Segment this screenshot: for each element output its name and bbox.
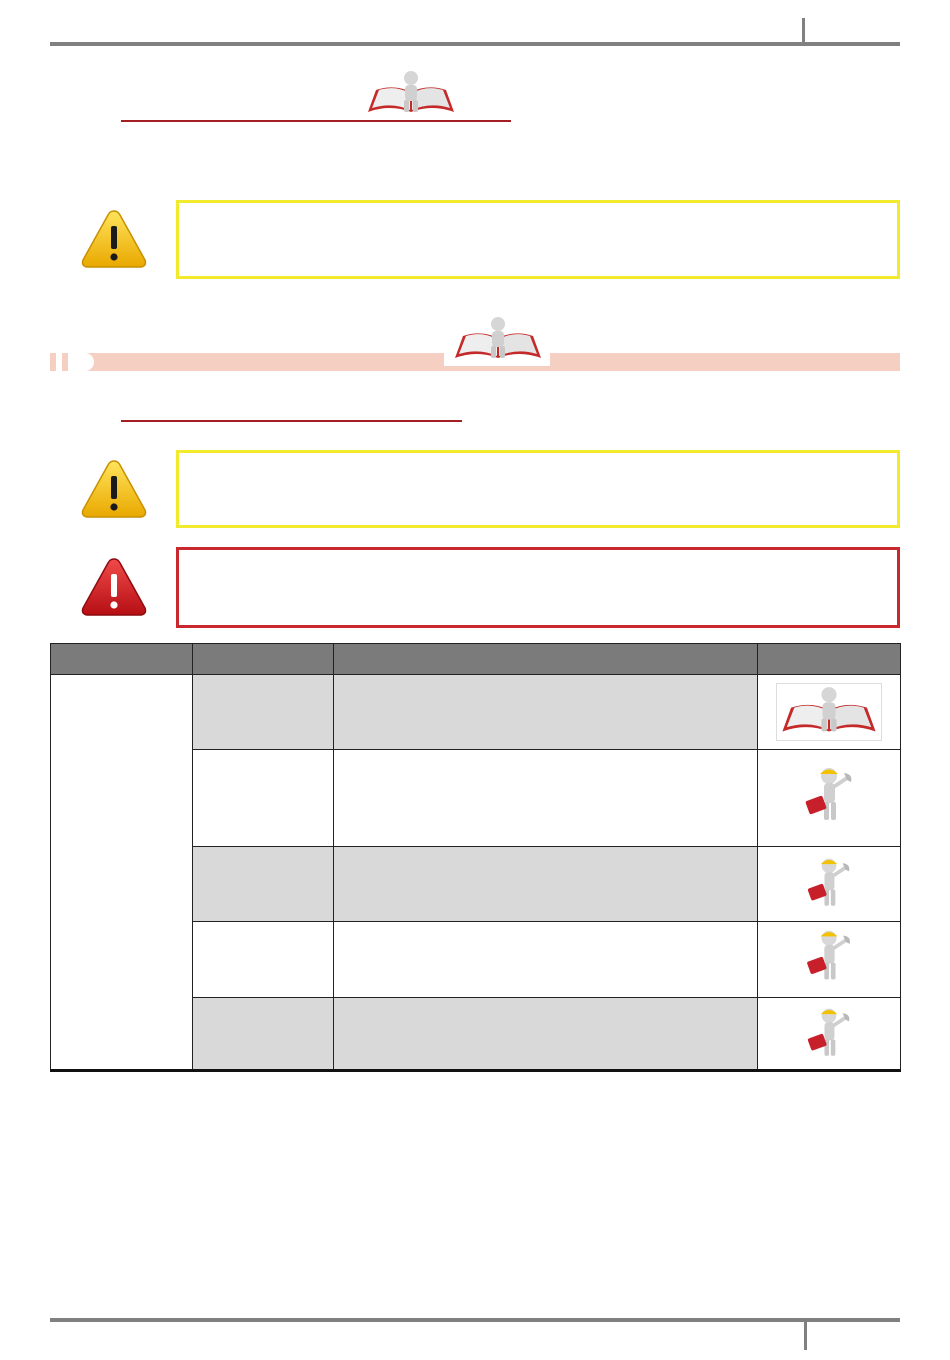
table-cell — [334, 750, 758, 847]
table-header-cell — [334, 644, 758, 675]
table-header-row — [51, 644, 901, 675]
table-icon-cell — [758, 675, 901, 750]
section-2-underline — [121, 420, 462, 422]
book-reader-icon — [450, 316, 546, 364]
warning-triangle-yellow-icon — [80, 208, 148, 270]
warning-triangle-red-icon — [80, 556, 148, 618]
header-tick — [802, 18, 805, 44]
table-icon-cell — [758, 750, 901, 847]
book-reader-icon — [366, 70, 456, 118]
warning-triangle-yellow-icon — [80, 458, 148, 520]
technician-toolbox-icon — [799, 927, 859, 987]
header-rule — [50, 42, 900, 46]
maintenance-table — [50, 643, 901, 1072]
table-cell — [334, 922, 758, 998]
table-icon-cell — [758, 998, 901, 1071]
table-cell — [193, 675, 334, 750]
technician-icon-frame — [797, 1005, 861, 1063]
table-icon-cell — [758, 922, 901, 998]
table-icon-cell — [758, 847, 901, 922]
table-cell — [193, 998, 334, 1071]
table-cell — [193, 847, 334, 922]
table-header-cell — [758, 644, 901, 675]
technician-icon-frame — [797, 855, 861, 913]
technician-toolbox-icon — [799, 855, 859, 913]
table-cell — [334, 675, 758, 750]
footer-tick — [804, 1322, 807, 1350]
book-reader-icon-frame — [776, 683, 882, 741]
caution-notice-box — [176, 200, 900, 279]
table-cell — [193, 750, 334, 847]
table-header-cell — [51, 644, 193, 675]
table-header-cell — [193, 644, 334, 675]
banner-marker — [68, 353, 94, 371]
table-row — [51, 675, 901, 750]
table-cell — [193, 922, 334, 998]
technician-toolbox-icon — [799, 764, 859, 828]
technician-toolbox-icon — [799, 1005, 859, 1063]
caution-notice-box — [176, 450, 900, 528]
table-cell — [334, 847, 758, 922]
table-cell — [334, 998, 758, 1071]
banner-marker — [56, 353, 62, 371]
danger-notice-box — [176, 547, 900, 628]
footer-rule — [50, 1318, 900, 1322]
book-reader-icon — [779, 686, 879, 738]
section-1-underline — [121, 120, 511, 122]
table-group-cell — [51, 675, 193, 1071]
